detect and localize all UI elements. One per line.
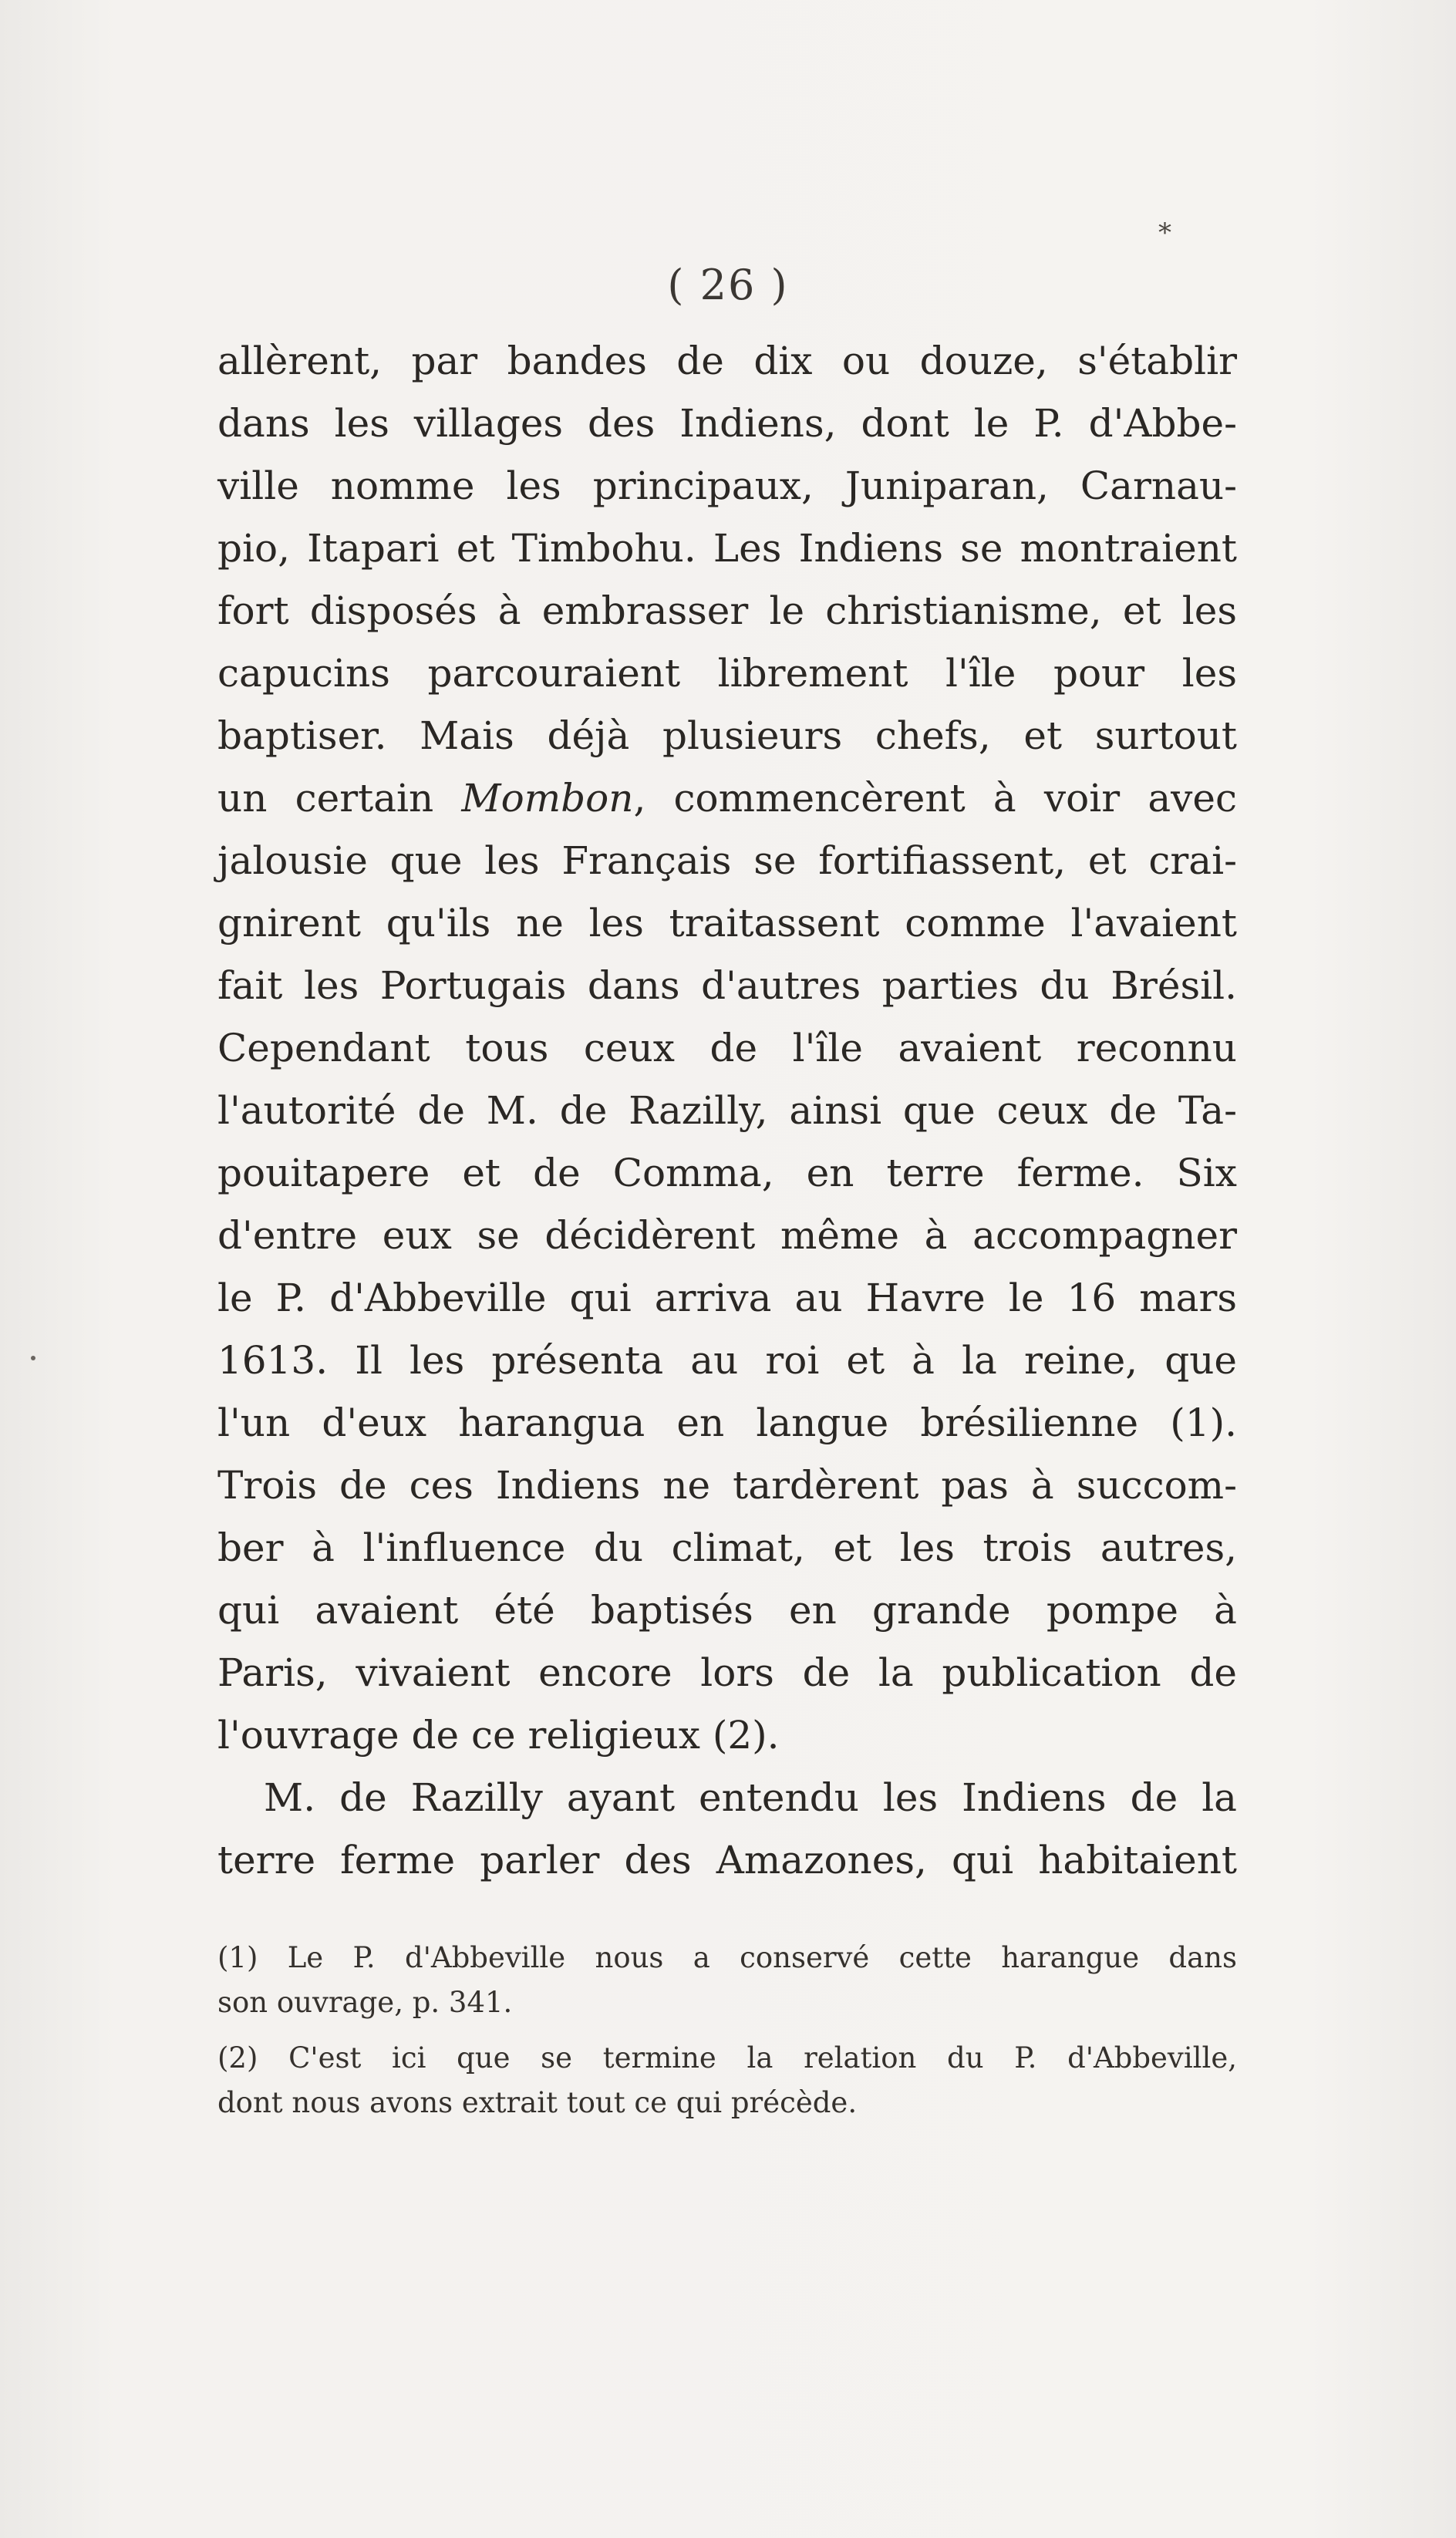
text-line: baptiser. Mais déjà plusieurs chefs, et surtout	[217, 713, 1237, 758]
text-line: gnirent qu'ils ne les traitassent comme l'avaient	[217, 901, 1237, 945]
text-line: dans les villages des Indiens, dont le P. d'Abbe-	[217, 401, 1237, 446]
text-line: d'entre eux se décidèrent même à accompagner	[217, 1213, 1237, 1258]
text-line-start: un certain	[217, 776, 434, 821]
text-line	[217, 767, 1237, 830]
text-line: l'un d'eux harangua en langue brésilienne (1).	[217, 1400, 1237, 1445]
italic-name: Mombon	[461, 776, 634, 821]
margin-speck	[31, 1356, 35, 1360]
text-line: l'autorité de M. de Razilly, ainsi que ceux de Ta-	[217, 1088, 1237, 1133]
footnote-line: son ouvrage, p. 341.	[217, 1986, 513, 2019]
text-line: Cependant tous ceux de l'île avaient reconnu	[217, 1026, 1237, 1070]
page-number: ( 26 )	[667, 261, 789, 309]
text-line: le P. d'Abbeville qui arriva au Havre le 16 mars	[217, 1276, 1237, 1320]
text-line: ber à l'influence du climat, et les trois autres,	[217, 1525, 1237, 1570]
footnotes	[217, 1936, 1237, 2125]
text-line-end: , commencèrent à voir avec	[633, 776, 1237, 821]
text-line: 1613. Il les présenta au roi et à la reine, que	[217, 1338, 1237, 1383]
text-line: jalousie que les Français se fortifiassent, et crai-	[217, 838, 1237, 883]
text-line: pouitapere et de Comma, en terre ferme. Six	[217, 1151, 1237, 1195]
text-line: allèrent, par bandes de dix ou douze, s'établir	[217, 339, 1237, 383]
footnote-line: (1) Le P. d'Abbeville nous a conservé cette harangue dans	[217, 1941, 1237, 1974]
ornament-mark: *	[1158, 217, 1171, 248]
text-line: l'ouvrage de ce religieux (2).	[217, 1713, 780, 1758]
text-line: ville nomme les principaux, Juniparan, Carnau-	[217, 463, 1237, 508]
text-line: pio, Itapari et Timbohu. Les Indiens se montraient	[217, 526, 1237, 571]
text-line: Trois de ces Indiens ne tardèrent pas à succom-	[217, 1463, 1237, 1508]
text-line: terre ferme parler des Amazones, qui habitaient	[217, 1838, 1237, 1882]
text-line: fort disposés à embrasser le christianisme, et les	[217, 588, 1237, 633]
text-line: fait les Portugais dans d'autres parties du Brésil.	[217, 963, 1237, 1008]
footnote-line: (2) C'est ici que se termine la relation du P. d'Abbeville,	[217, 2041, 1237, 2075]
footnote-line: dont nous avons extrait tout ce qui précède.	[217, 2086, 858, 2119]
body-text	[217, 330, 1237, 1892]
text-line: qui avaient été baptisés en grande pompe à	[217, 1588, 1237, 1633]
text-line: M. de Razilly ayant entendu les Indiens de la	[264, 1775, 1237, 1820]
text-line: capucins parcouraient librement l'île pour les	[217, 651, 1237, 696]
text-line: Paris, vivaient encore lors de la publication de	[217, 1650, 1237, 1695]
